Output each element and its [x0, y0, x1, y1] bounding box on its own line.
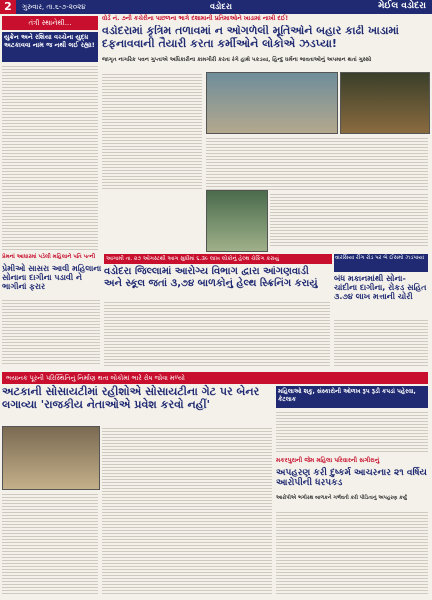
health-kicker: આગામી તા. ૨૭ ઓગસ્ટથી આગ સુધીમાં ૬.૩૯ લાખ લોકોનું હેલ્થ ચેકિંગ કરાયું: [104, 254, 332, 264]
lead-body-text-3: [270, 192, 428, 248]
lead-body-text: [102, 72, 202, 190]
bank-body-text: [334, 318, 428, 368]
theft-headline: પ્રેમીઓ સાસરા આવી મહિલાના સોનાના દાગીના પડાવી ને ભાગીનાં ફરાર: [2, 264, 102, 292]
lead-body-text-2: [206, 136, 428, 190]
health-body-text: [104, 300, 330, 368]
society-body-text-2: [2, 492, 98, 596]
theft-subhead: પ્રેમનાં આધારમાં પડેલી મહિલાને પતિ પત્ની: [2, 254, 96, 260]
city-name: વડોદરા: [210, 2, 232, 11]
lead-kicker: વોર્ડ નં. ૭ની કચેરીના પાછળના ભાગે દશામાની પ્રતિમાઓને ખાડામાં નાખી દઈ!: [102, 15, 289, 22]
society-body-text: [102, 426, 272, 596]
theft-body-text: [2, 298, 100, 366]
lead-subhead: જાગૃત નાગરિક પવન ગુપ્તાએ અધિકારીના કામગીરી કરતા રંગે હાથે પકડયા, હિન્દુ ધર્મના ભાવતાઓનું અપમાન થતાં ગુસ્સો: [102, 57, 372, 63]
brand-name: મેઈલ વડોદરા: [378, 1, 426, 11]
lead-photo-2: [340, 72, 430, 134]
page-number: 2: [0, 0, 16, 14]
editorial-body-text: [2, 64, 98, 252]
bank-headline: બંધ મકાનમાંથી સોના-ચાંદીના દાગીના, રોકડ સહિત ૩.૭૪ લાખ મત્તાની ચોરી: [334, 274, 427, 302]
date-line: ગુરુવાર, તા.૬-૭-૨૦૨૪: [22, 3, 86, 11]
fraud-kicker: મકરપુરાની જેમ મહિલા પરિવારની સગીરાનું: [276, 457, 380, 464]
lead-photo-1: [206, 72, 338, 134]
fraud-body-text: [276, 510, 428, 596]
womens-body-text: [276, 410, 428, 454]
society-headline: અટકાની સોસાયટીમાં રહીશોએ સોસાયટીના ગેટ પર બેનર લગાવ્યા 'રાજકીય નેતાઓએ પ્રવેશ કરવો નહીં': [2, 385, 260, 411]
editorial-headline: યુક્રેન અને રશિયા વચ્ચેના યુદ્ધ અટકાવવા નામ જ નથી લઈ રહ્યા!: [2, 32, 98, 62]
lead-photo-3: [206, 190, 268, 252]
society-kicker: ભયાનક પૂરની પરિસ્થિતિનું નિર્માણ થતા લોકોમાં ભારે રોષ જોવા મળ્યો: [2, 372, 428, 384]
fraud-headline: અપહરણ કરી દુષ્કર્મ આચરનાર ૨૧ વર્ષિય આરોપીની ધરપકડ: [276, 468, 427, 489]
society-photo: [2, 426, 100, 490]
editorial-heading: તંત્રી સ્થાનેથી...: [2, 16, 98, 30]
lead-headline: વડોદરામાં કૃત્રિમ તળાવમાં ન ઓગળેલી મૂર્તિઓને બહાર કાઢી ખાડામાં દફનાવવાની તૈયારી કરતા કર્મીઓને લોકોએ ઝડપ્યા!: [102, 25, 399, 50]
health-headline: વડોદરા જિલ્લામાં આરોગ્ય વિભાગ દ્વારા આંગણવાડી અને સ્કૂલ જતાં ૩,૭૪ બાળકોનું હેલ્થ સ્ક્રિનિંગ કરાયું: [104, 266, 318, 289]
bank-kicker: વારસિયા રીંગ રોડ પર બે ઈસમો ઝડપાયા: [334, 254, 428, 272]
masthead: [0, 0, 432, 14]
fraud-subhead: આરોપીએ ભગીરથ બાળકને ગર્ભવતી કરી પીડિતાનું અપહરણ કર્યું: [276, 495, 407, 501]
womens-headline: મહિલાઓ શકુ, સંસ્કારોની ઓળખ રૂપ રૂડી કપડાં પહેરવા, કેટલાક: [276, 386, 428, 408]
